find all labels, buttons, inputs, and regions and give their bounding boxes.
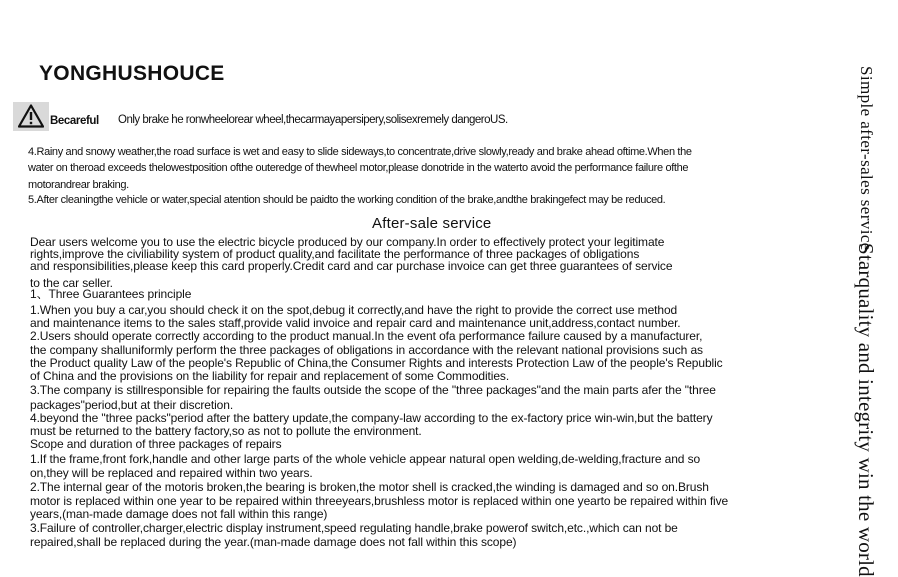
warning-triangle-icon <box>18 104 44 128</box>
body-line: and responsibilities,please keep this card properly.Credit card and car purchase invoice can get three guarantees of service <box>30 259 673 273</box>
body-line: Dear users welcome you to use the electric bicycle produced by our company.In order to effectively protect your legitimate <box>30 235 665 249</box>
body-line: 3.The company is stillresponsible for repairing the faults outside the scope of the "three packages"and the main parts afer the "three <box>30 383 716 397</box>
body-line: 4.beyond the "three packs"period after the battery update,the company-law according to the ex-factory price win-win,but the battery <box>30 411 713 425</box>
body-line: the Product quality Law of the people's Republic of China,the Consumer Rights and interests Protection Law of the people's Republic <box>30 356 723 370</box>
note-line: 5.After cleaningthe vehicle or water,special atention should be paidto the working condition of the brake,andthe brakingefect may be reduced. <box>28 194 666 206</box>
page-title: YONGHUSHOUCE <box>39 62 225 85</box>
body-line: repaired,shall be replaced during the year.(man-made damage does not fall within this scope) <box>30 535 517 549</box>
warning-badge <box>13 102 49 131</box>
note-line: 4.Rainy and snowy weather,the road surface is wet and easy to slide sideways,to concentrate,drive slowly,ready and brake ahead oftime.When the <box>28 146 692 158</box>
body-line: packages"period,but at their discretion. <box>30 398 234 412</box>
caution-text: Only brake he ronwheelorear wheel,thecarmayapersipery,solisexremely dangeroUS. <box>118 114 508 126</box>
side-slogan-quality: Starquality and integrity win the world <box>854 243 878 577</box>
after-sale-title: After-sale service <box>372 215 492 232</box>
body-line: of China and the provisions on the liability for repair and replacement of some Commodities. <box>30 369 510 383</box>
body-line: 2.Users should operate correctly according to the product manual.In the event ofa performance failure caused by a manufacturer, <box>30 329 703 343</box>
body-line: 2.The internal gear of the motoris broken,the bearing is broken,the motor shell is cracked,the winding is damaged and so on.Brush <box>30 480 709 494</box>
body-line: rights,improve the civiliability system of product quality,and facilitate the performance of three packages of obligations <box>30 247 640 261</box>
note-line: water on theroad exceeds thelowestposition ofthe outeredge of thewheel motor,please donotride in the waterto avoid the performance failure ofthe <box>28 162 689 174</box>
body-line: 1.If the frame,front fork,handle and other large parts of the whole vehicle appear natural open welding,de-welding,fracture and so <box>30 452 701 466</box>
side-slogan-service: Simple after-sales service <box>857 66 876 251</box>
body-line: must be returned to the battery factory,so as not to pollute the environment. <box>30 424 422 438</box>
note-line: motorandrear braking. <box>28 179 129 191</box>
body-line: and maintenance items to the sales staff,provide valid invoice and repair card and maintenance unit,address,contact number. <box>30 316 681 330</box>
section-heading: Scope and duration of three packages of repairs <box>30 437 282 451</box>
body-line: years,(man-made damage does not fall within this range) <box>30 507 328 521</box>
body-line: the company shalluniformly perform the three packages of obligations in accordance with the relevant national provisions such as <box>30 343 703 357</box>
body-line: to the car seller. <box>30 276 113 290</box>
body-line: 3.Failure of controller,charger,electric display instrument,speed regulating handle,brake powerof switch,etc.,which can not be <box>30 521 678 535</box>
body-line: on,they will be replaced and repaired within two years. <box>30 466 313 480</box>
caution-label: Becareful <box>50 115 99 127</box>
body-line: motor is replaced within one year to be repaired within threeyears,brushless motor is replaced within one yearto be repaired within five <box>30 494 729 508</box>
body-line: 1.When you buy a car,you should check it on the spot,debug it correctly,and have the right to provide the correct use method <box>30 303 678 317</box>
section-heading: 1、Three Guarantees principle <box>30 287 192 301</box>
